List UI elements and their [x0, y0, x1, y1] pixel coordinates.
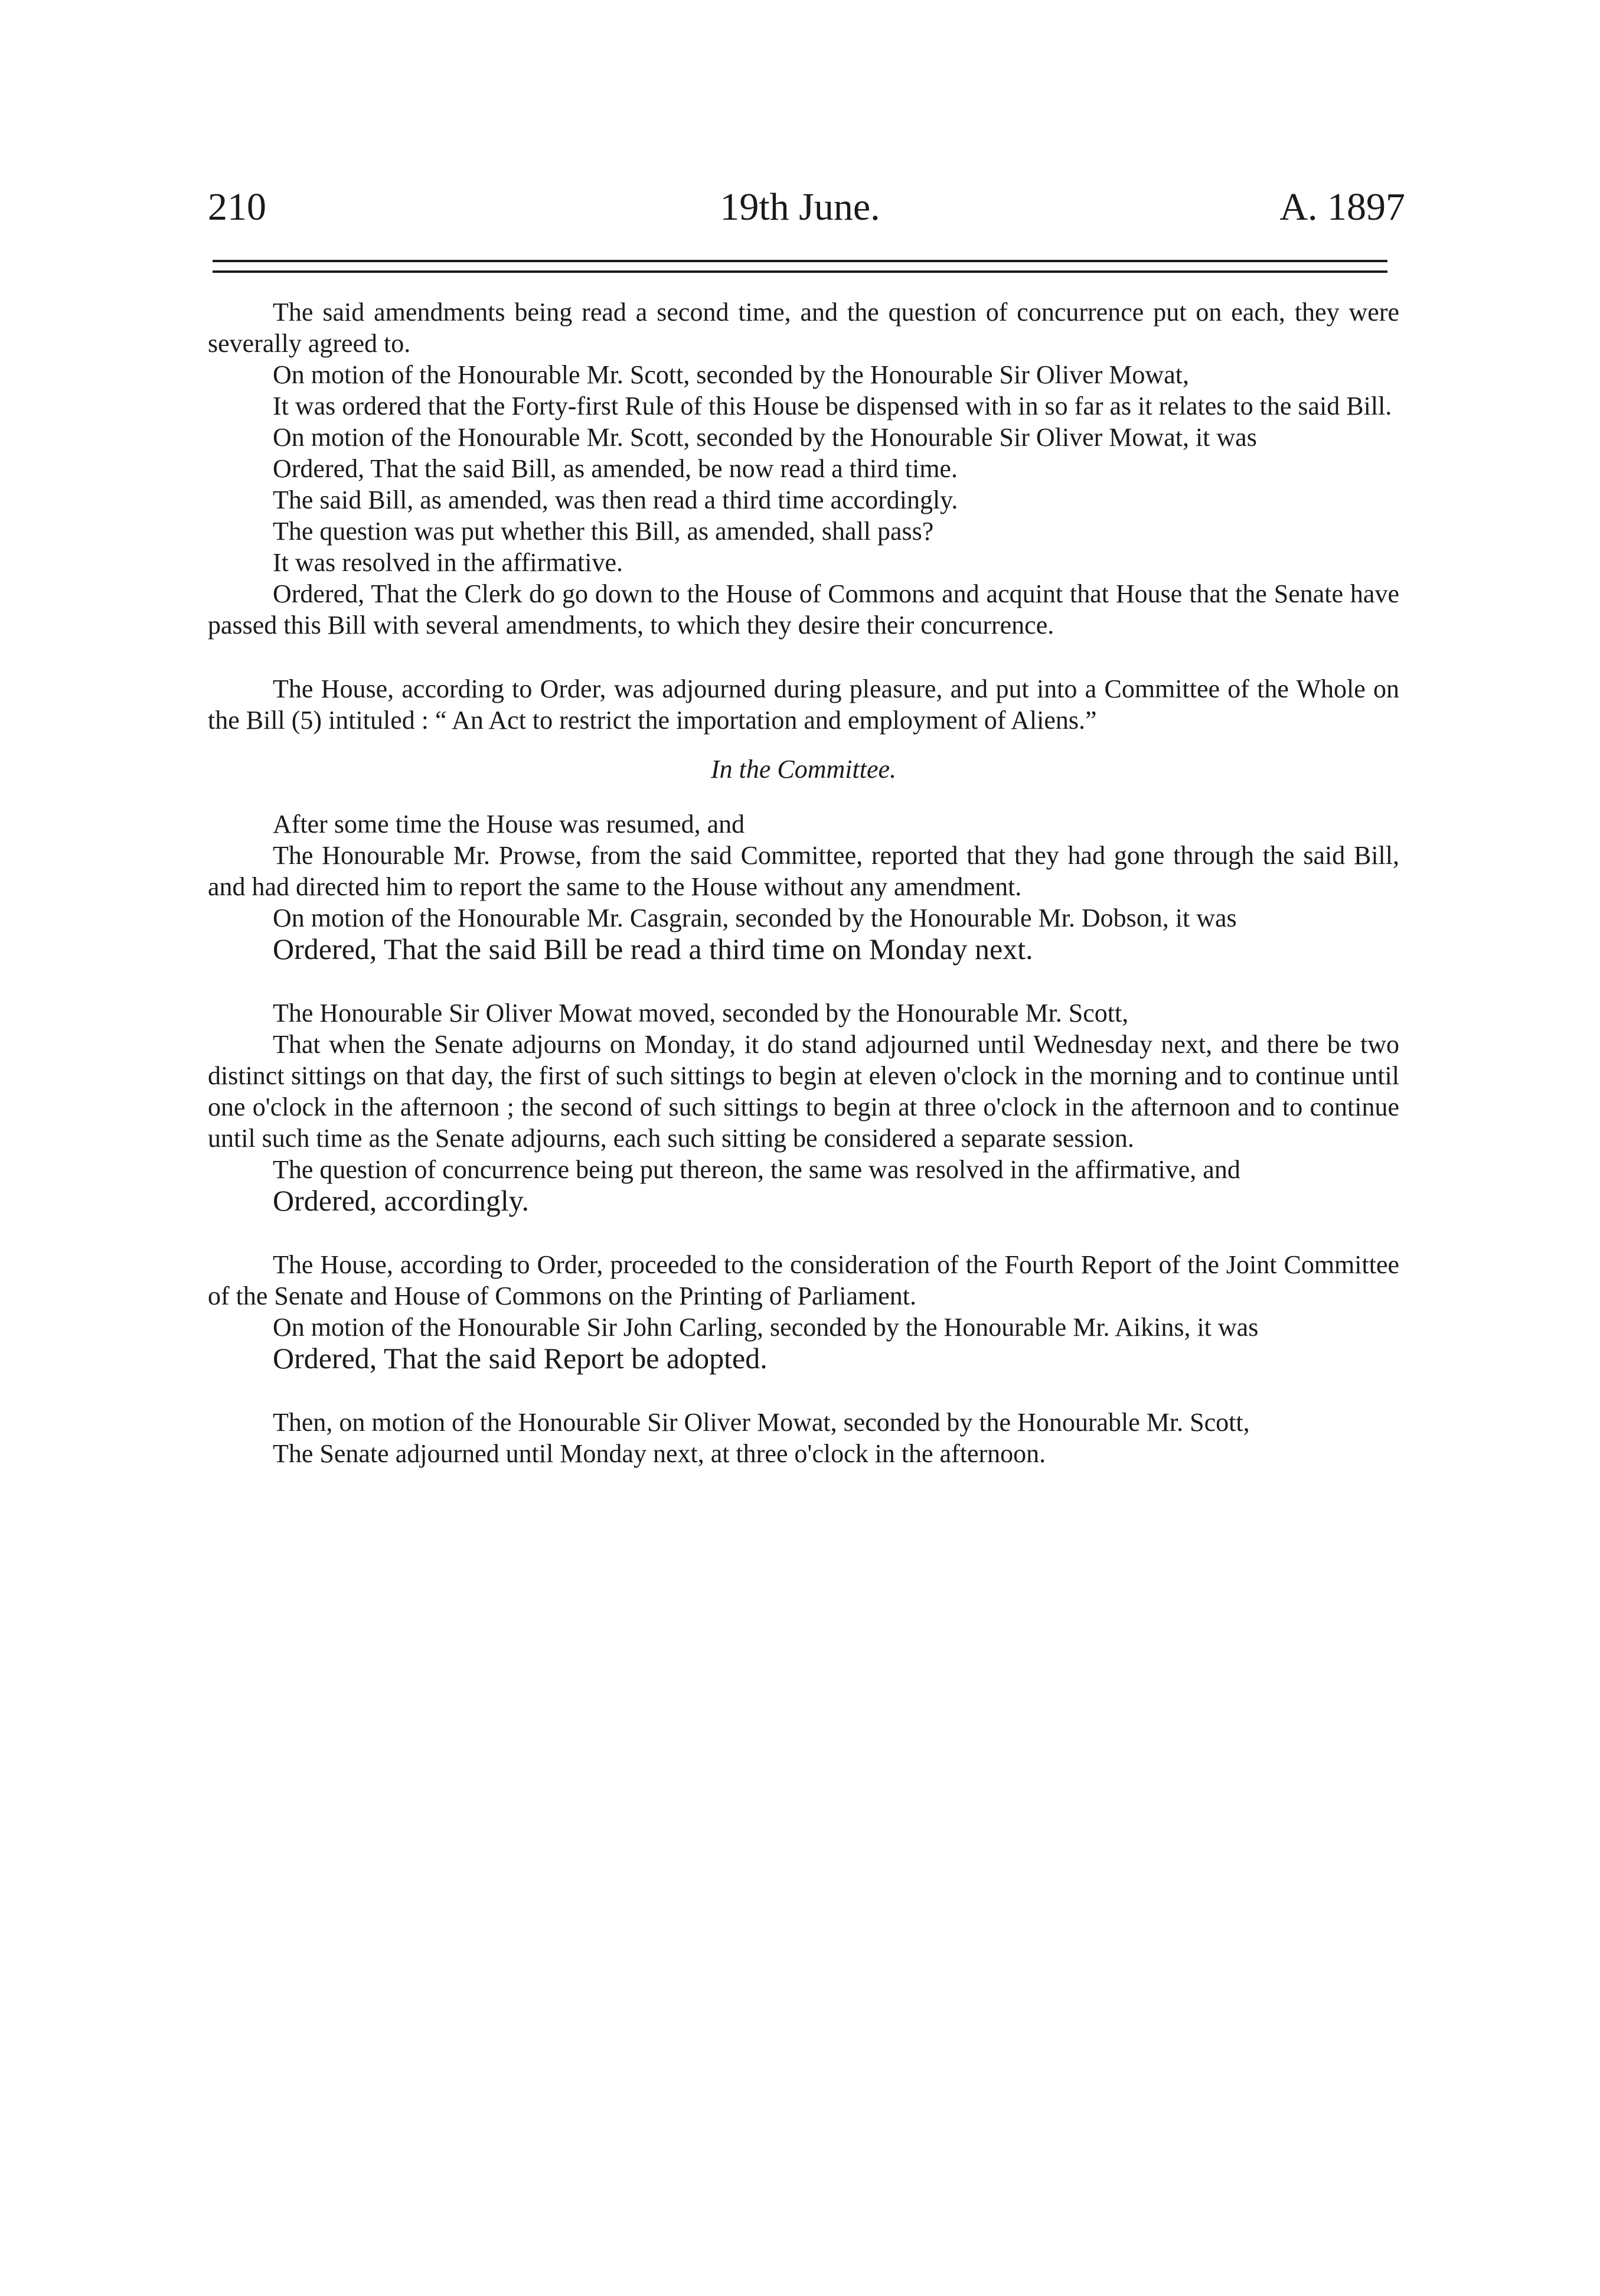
paragraph-amendments-agreed: The said amendments being read a second time, and the question of concurrence put on each, they were severally agreed to. [208, 298, 1399, 358]
header-date: 19th June. [720, 185, 880, 229]
paragraph-motion-mowat-adjourn: Then, on motion of the Honourable Sir Oliver Mowat, seconded by the Honourable Mr. Scott, [273, 1408, 1250, 1437]
paragraph-report-adopted: Ordered, That the said Report be adopted. [273, 1342, 768, 1375]
paragraph-clerk-ordered: Ordered, That the Clerk do go down to the House of Commons and acquint that House that the Senate have passed this Bill with several amendments, to which they desire their concurrence. [208, 579, 1399, 640]
paragraph-rule-dispensed: It was ordered that the Forty-first Rule of this House be dispensed with in so far as it relates to the said Bill. [273, 392, 1392, 420]
paragraph-ordered-third-reading: Ordered, That the said Bill, as amended, be now read a third time. [273, 454, 958, 483]
paragraph-resolved: It was resolved in the affirmative. [273, 548, 623, 577]
paragraph-fourth-report: The House, according to Order, proceeded to the consideration of the Fourth Report of the Joint Committee of the Senate and House of Commons on the Printing of Parliament. [208, 1250, 1399, 1310]
paragraph-motion-carling: On motion of the Honourable Sir John Carling, seconded by the Honourable Mr. Aikins, it was [273, 1313, 1259, 1342]
paragraph-motion-casgrain: On motion of the Honourable Mr. Casgrain, seconded by the Honourable Mr. Dobson, it was [273, 904, 1237, 932]
paragraph-prowse-report: The Honourable Mr. Prowse, from the said Committee, reported that they had gone through the said Bill, and had directed him to report the same to the House without any amendment. [208, 841, 1399, 901]
section-heading-in-committee: In the Committee. [710, 755, 897, 784]
header-rule-top [213, 260, 1387, 262]
paragraph-third-read: The said Bill, as amended, was then read a third time accordingly. [273, 485, 958, 514]
paragraph-question-put: The question was put whether this Bill, as amended, shall pass? [273, 517, 934, 546]
header-year: A. 1897 [1279, 185, 1405, 229]
document-body [208, 296, 1399, 1469]
paragraph-motion-scott-1: On motion of the Honourable Mr. Scott, seconded by the Honourable Sir Oliver Mowat, [273, 360, 1189, 389]
header-rule-bottom [213, 270, 1387, 273]
paragraph-motion-scott-2: On motion of the Honourable Mr. Scott, seconded by the Honourable Sir Oliver Mowat, it was [273, 423, 1257, 452]
paragraph-senate-adjourned: The Senate adjourned until Monday next, at three o'clock in the afternoon. [273, 1439, 1046, 1468]
paragraph-sittings-motion: That when the Senate adjourns on Monday, it do stand adjourned until Wednesday next, and there be two distinct sittings on that day, the first of such sittings to begin at eleven o'clock in the morning and to continue until one o'clock in the afternoon ; the second of such sittings to begin at three o'clock in the afternoon and to continue until such time as the Senate adjourns, each such sitting be considered a separate session. [208, 1030, 1399, 1153]
paragraph-house-resumed: After some time the House was resumed, and [273, 810, 745, 839]
paragraph-committee-of-whole: The House, according to Order, was adjourned during pleasure, and put into a Committee of the Whole on the Bill (5) intituled : “ An Act to restrict the importation and employment of Aliens.” [208, 674, 1399, 735]
paragraph-mowat-moved: The Honourable Sir Oliver Mowat moved, seconded by the Honourable Mr. Scott, [273, 999, 1129, 1028]
page-number: 210 [208, 185, 266, 229]
paragraph-ordered-monday: Ordered, That the said Bill be read a third time on Monday next. [273, 932, 1033, 966]
paragraph-ordered-accordingly: Ordered, accordingly. [273, 1184, 530, 1217]
paragraph-concurrence: The question of concurrence being put thereon, the same was resolved in the affirmative, and [273, 1155, 1240, 1184]
